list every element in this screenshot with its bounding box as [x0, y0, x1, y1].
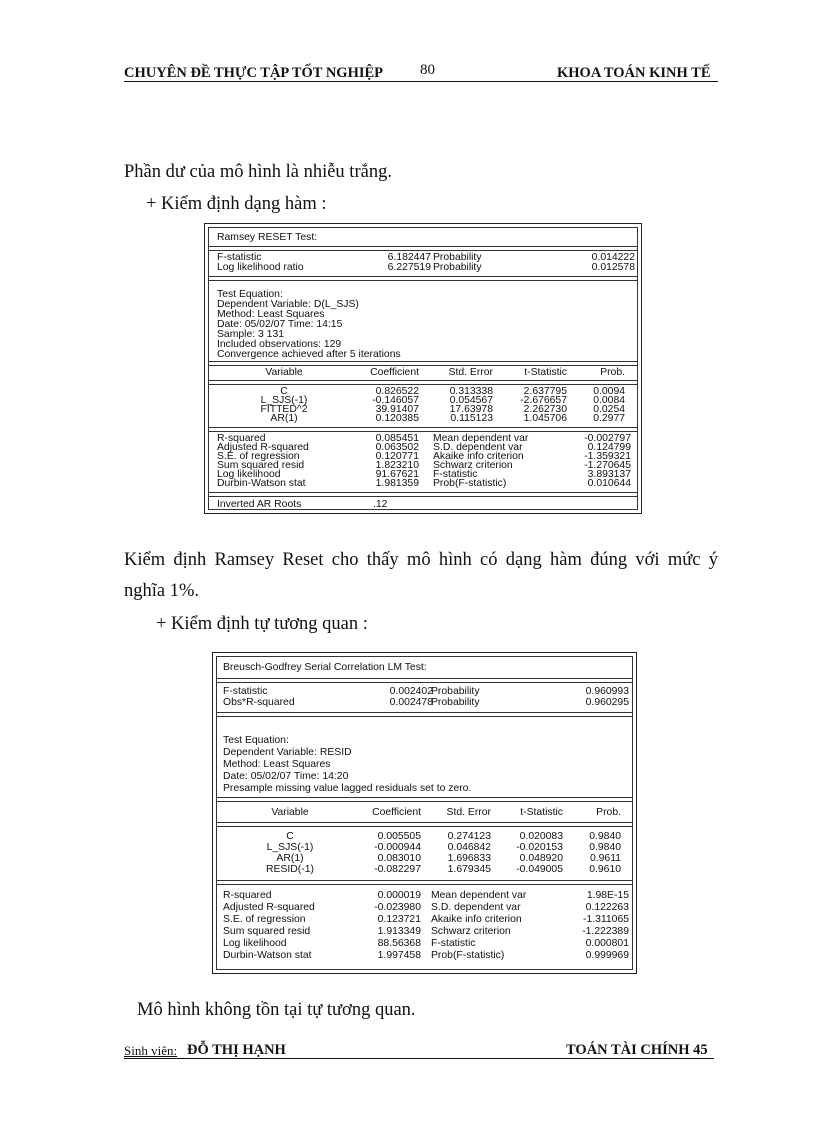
bg-summary-value: 0.123721 — [377, 914, 421, 925]
bg-stat-name: F-statistic — [223, 686, 268, 697]
bg-summary-value: 1.997458 — [377, 950, 421, 961]
ramsey-roots-value: .12 — [373, 499, 388, 510]
ramsey-stat-name: Log likelihood ratio — [217, 262, 304, 273]
ramsey-row-variable: FITTED^2 — [260, 404, 308, 415]
ramsey-summary-value: 91.67621 — [375, 469, 419, 480]
bg-row-prob: 0.9840 — [589, 831, 621, 842]
bg-row-prob: 0.9840 — [589, 842, 621, 853]
heading-autocorrelation: + Kiểm định tự tương quan : — [156, 614, 368, 634]
header-right: KHOA TOÁN KINH TẾ — [557, 65, 711, 81]
ramsey-summary-label: F-statistic — [433, 469, 478, 480]
ramsey-col-header: Std. Error — [448, 367, 493, 378]
ramsey-row-coef: 0.120385 — [375, 413, 419, 424]
ramsey-summary-label: Akaike info criterion — [433, 451, 524, 462]
ramsey-col-header: Prob. — [600, 367, 625, 378]
paragraph-ramsey-result: Kiểm định Ramsey Reset cho thấy mô hình có dạng hàm đúng với mức ý — [124, 550, 718, 570]
bg-row-variable: AR(1) — [276, 853, 304, 864]
bg-row-t: -0.049005 — [516, 864, 563, 875]
page-number: 80 — [420, 62, 435, 78]
bg-stat-name: Obs*R-squared — [223, 697, 295, 708]
ramsey-summary-value: 0.063502 — [375, 442, 419, 453]
bg-table — [212, 652, 637, 974]
bg-title: Breusch-Godfrey Serial Correlation LM Test: — [223, 662, 427, 673]
bg-row-coef: 0.005505 — [377, 831, 421, 842]
bg-col-header: Std. Error — [446, 807, 491, 818]
bg-summary-name: Durbin-Watson stat — [223, 950, 312, 961]
ramsey-info-line: Method: Least Squares — [217, 309, 325, 320]
bg-info-line: Method: Least Squares — [223, 759, 331, 770]
ramsey-summary-name: Log likelihood — [217, 469, 281, 480]
bg-col-header: t-Statistic — [520, 807, 563, 818]
bg-stat-label: Probability — [431, 697, 480, 708]
bg-summary-value: 0.000019 — [377, 890, 421, 901]
bg-summary-name: Sum squared resid — [223, 926, 311, 937]
bg-summary-result: 1.98E-15 — [586, 890, 629, 901]
bg-info-line: Dependent Variable: RESID — [223, 747, 352, 758]
ramsey-summary-value: 1.823210 — [375, 460, 419, 471]
ramsey-stat-label: Probability — [433, 262, 482, 273]
bg-summary-label: F-statistic — [431, 938, 476, 949]
ramsey-summary-label: Schwarz criterion — [433, 460, 513, 471]
ramsey-row-prob: 0.2977 — [593, 413, 625, 424]
bg-row-coef: 0.083010 — [377, 853, 421, 864]
bg-row-t: 0.020083 — [519, 831, 563, 842]
footer-student-name: ĐỖ THỊ HẠNH — [187, 1042, 286, 1058]
ramsey-summary-name: R-squared — [217, 433, 266, 444]
ramsey-summary-name: Adjusted R-squared — [217, 442, 309, 453]
ramsey-summary-value: 0.085451 — [375, 433, 419, 444]
bg-summary-value: 88.56368 — [377, 938, 421, 949]
ramsey-summary-label: Mean dependent var — [433, 433, 529, 444]
ramsey-summary-result: 3.893137 — [587, 469, 631, 480]
bg-summary-result: 0.000801 — [585, 938, 629, 949]
ramsey-summary-value: 0.120771 — [375, 451, 419, 462]
ramsey-row-prob: 0.0084 — [593, 395, 625, 406]
ramsey-roots-label: Inverted AR Roots — [217, 499, 302, 510]
ramsey-row-prob: 0.0254 — [593, 404, 625, 415]
ramsey-row-coef: 39.91407 — [375, 404, 419, 415]
ramsey-summary-label: S.D. dependent var — [433, 442, 523, 453]
bg-summary-label: Schwarz criterion — [431, 926, 511, 937]
bg-summary-label: Akaike info criterion — [431, 914, 522, 925]
ramsey-info-line: Convergence achieved after 5 iterations — [217, 349, 401, 360]
ramsey-row-se: 17.63978 — [449, 404, 493, 415]
bg-col-header: Prob. — [596, 807, 621, 818]
paragraph-residual: Phần dư của mô hình là nhiễu trắng. — [124, 162, 392, 182]
ramsey-row-prob: 0.0094 — [593, 386, 625, 397]
bg-summary-label: S.D. dependent var — [431, 902, 521, 913]
ramsey-info-line: Sample: 3 131 — [217, 329, 285, 340]
bg-row-t: -0.020153 — [516, 842, 563, 853]
bg-info-line: Test Equation: — [223, 735, 289, 746]
bg-summary-name: R-squared — [223, 890, 272, 901]
ramsey-row-variable: L_SJS(-1) — [260, 395, 308, 406]
ramsey-row-coef: 0.826522 — [375, 386, 419, 397]
bg-summary-result: -1.311065 — [582, 914, 629, 925]
ramsey-summary-name: S.E. of regression — [217, 451, 300, 462]
bg-row-se: 0.046842 — [447, 842, 491, 853]
bg-summary-name: Adjusted R-squared — [223, 902, 315, 913]
ramsey-summary-label: Prob(F-statistic) — [433, 478, 507, 489]
ramsey-summary-result: -1.359321 — [584, 451, 631, 462]
bg-row-variable: RESID(-1) — [266, 864, 314, 875]
footer-student-label: Sinh viên: — [124, 1043, 178, 1058]
ramsey-stat-name: F-statistic — [217, 252, 262, 263]
ramsey-row-se: 0.054567 — [449, 395, 493, 406]
ramsey-stat-prob: 0.014222 — [591, 252, 635, 263]
ramsey-summary-result: -1.270645 — [584, 460, 631, 471]
ramsey-stat-value: 6.227519 — [387, 262, 431, 273]
bg-stat-label: Probability — [431, 686, 480, 697]
ramsey-col-header: Variable — [265, 367, 303, 378]
bg-info-line: Date: 05/02/07 Time: 14:20 — [223, 771, 349, 782]
ramsey-summary-value: 1.981359 — [375, 478, 419, 489]
bg-row-coef: -0.082297 — [374, 864, 421, 875]
bg-stat-prob: 0.960993 — [585, 686, 629, 697]
ramsey-col-header: Coefficient — [370, 367, 419, 378]
bg-stat-prob: 0.960295 — [585, 697, 629, 708]
bg-summary-label: Mean dependent var — [431, 890, 527, 901]
bg-summary-result: 0.999969 — [585, 950, 629, 961]
paragraph-ramsey-result-2: nghĩa 1%. — [124, 581, 200, 601]
ramsey-row-t: 2.637795 — [523, 386, 567, 397]
ramsey-info-line: Included observations: 129 — [217, 339, 342, 350]
ramsey-row-se: 0.115123 — [450, 413, 493, 424]
bg-row-se: 1.679345 — [447, 864, 491, 875]
ramsey-summary-result: -0.002797 — [584, 433, 631, 444]
footer-rule — [124, 1058, 714, 1059]
ramsey-row-coef: -0.146057 — [372, 395, 419, 406]
ramsey-summary-result: 0.124799 — [587, 442, 631, 453]
bg-info-line: Presample missing value lagged residuals set to zero. — [223, 783, 472, 794]
bg-summary-result: 0.122263 — [585, 902, 629, 913]
bg-stat-value: 0.002478 — [389, 697, 433, 708]
bg-row-prob: 0.9611 — [589, 853, 621, 864]
ramsey-row-variable: AR(1) — [270, 413, 298, 424]
paragraph-conclusion: Mô hình không tồn tại tự tương quan. — [137, 1000, 416, 1020]
ramsey-stat-prob: 0.012578 — [591, 262, 635, 273]
ramsey-row-t: 1.045706 — [523, 413, 567, 424]
ramsey-info-line: Test Equation: — [217, 289, 283, 300]
bg-col-header: Variable — [271, 807, 309, 818]
ramsey-stat-label: Probability — [433, 252, 482, 263]
ramsey-summary-result: 0.010644 — [587, 478, 631, 489]
ramsey-row-t: 2.262730 — [523, 404, 567, 415]
bg-summary-label: Prob(F-statistic) — [431, 950, 505, 961]
ramsey-summary-name: Durbin-Watson stat — [217, 478, 306, 489]
bg-summary-value: -0.023980 — [374, 902, 421, 913]
bg-row-se: 1.696833 — [447, 853, 491, 864]
bg-summary-value: 1.913349 — [377, 926, 421, 937]
ramsey-stat-value: 6.182447 — [387, 252, 431, 263]
bg-row-se: 0.274123 — [447, 831, 491, 842]
bg-summary-result: -1.222389 — [582, 926, 629, 937]
ramsey-title: Ramsey RESET Test: — [217, 232, 318, 243]
bg-row-variable: C — [286, 831, 294, 842]
ramsey-row-variable: C — [280, 386, 288, 397]
bg-row-t: 0.048920 — [519, 853, 563, 864]
bg-row-prob: 0.9610 — [589, 864, 621, 875]
heading-ramsey: + Kiểm định dạng hàm : — [146, 194, 327, 214]
bg-summary-name: Log likelihood — [223, 938, 287, 949]
ramsey-col-header: t-Statistic — [524, 367, 567, 378]
ramsey-row-se: 0.313338 — [449, 386, 493, 397]
bg-row-coef: -0.000944 — [374, 842, 421, 853]
ramsey-info-line: Date: 05/02/07 Time: 14:15 — [217, 319, 343, 330]
bg-col-header: Coefficient — [372, 807, 421, 818]
bg-row-variable: L_SJS(-1) — [266, 842, 314, 853]
ramsey-info-line: Dependent Variable: D(L_SJS) — [217, 299, 359, 310]
ramsey-summary-name: Sum squared resid — [217, 460, 305, 471]
footer-class-name: TOÁN TÀI CHÍNH 45 — [566, 1042, 708, 1058]
header-left: CHUYÊN ĐỀ THỰC TẬP TỐT NGHIỆP — [124, 65, 384, 81]
bg-summary-name: S.E. of regression — [223, 914, 306, 925]
ramsey-row-t: -2.676657 — [520, 395, 567, 406]
header-rule — [124, 81, 718, 82]
ramsey-table — [204, 223, 642, 514]
bg-stat-value: 0.002402 — [389, 686, 433, 697]
